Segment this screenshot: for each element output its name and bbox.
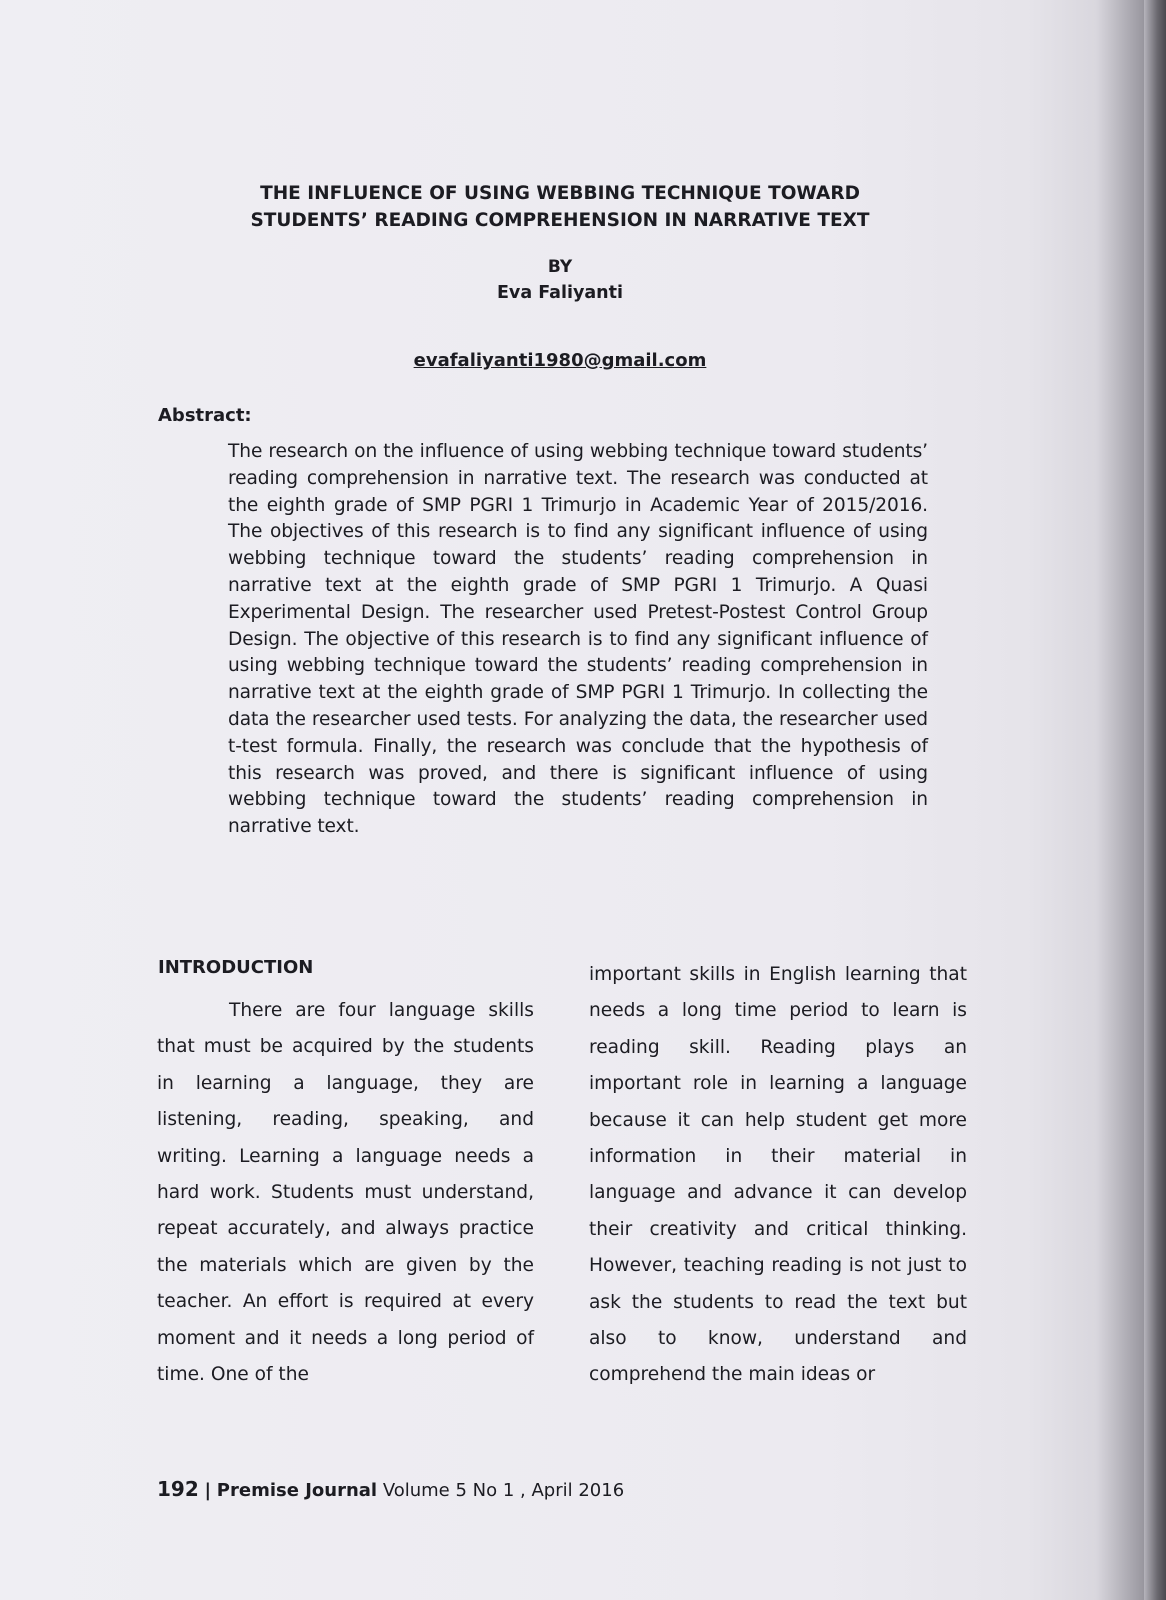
author-name: Eva Faliyanti: [496, 283, 624, 303]
book-spine-edge: [1144, 0, 1166, 1600]
page-number: 192: [157, 1477, 199, 1501]
journal-issue: Volume 5 No 1 , April 2016: [382, 1480, 625, 1501]
introduction-left-column: There are four language skills that must be acquired by the students in learning a language, they are listening, reading, speaking, and writing. Learning a language needs a hard work. Students must understand, repeat accurately, and always practice the materials which are given by the teacher. An effort is required at every moment and it needs a long period of time. One of the: [157, 1000, 534, 1386]
byline-label: BY: [547, 257, 573, 277]
author-email: evafaliyanti1980@gmail.com: [413, 350, 707, 371]
introduction-right-column: important skills in English learning that needs a long time period to learn is reading skill. Reading plays an important role in learning a language because it can help student get more information in their material in language and advance it can develop their creativity and critical thinking. However, teaching reading is not just to ask the students to read the text but also to know, understand and comprehend the main ideas or: [589, 964, 967, 1386]
article-title-line-2: STUDENTS’ READING COMPREHENSION IN NARRATIVE TEXT: [250, 210, 870, 231]
article-title: [180, 180, 940, 234]
abstract-heading: Abstract:: [158, 405, 252, 426]
article-title-line-1: THE INFLUENCE OF USING WEBBING TECHNIQUE TOWARD: [260, 183, 860, 204]
introduction-heading: INTRODUCTION: [158, 957, 314, 978]
journal-name: Premise Journal: [216, 1480, 378, 1501]
abstract-body: The research on the influence of using webbing technique toward students’ reading comprehension in narrative text. The research was conducted at the eighth grade of SMP PGRI 1 Trimurjo in Academic Year of 2015/2016. The objectives of this research is to find any significant influence of using webbing technique toward the students’ reading comprehension in narrative text at the eighth grade of SMP PGRI 1 Trimurjo. A Quasi Experimental Design. The researcher used Pretest-Postest Control Group Design. The objective of this research is to find any significant influence of using webbing technique toward the students’ reading comprehension in narrative text at the eighth grade of SMP PGRI 1 Trimurjo. In collecting the data the researcher used tests. For analyzing the data, the researcher used t-test formula. Finally, the research was conclude that the hypothesis of this research was proved, and there is significant influence of using webbing technique toward the students’ reading comprehension in narrative text.: [228, 441, 928, 838]
page-footer: [157, 1477, 624, 1501]
footer-separator: |: [204, 1480, 212, 1501]
